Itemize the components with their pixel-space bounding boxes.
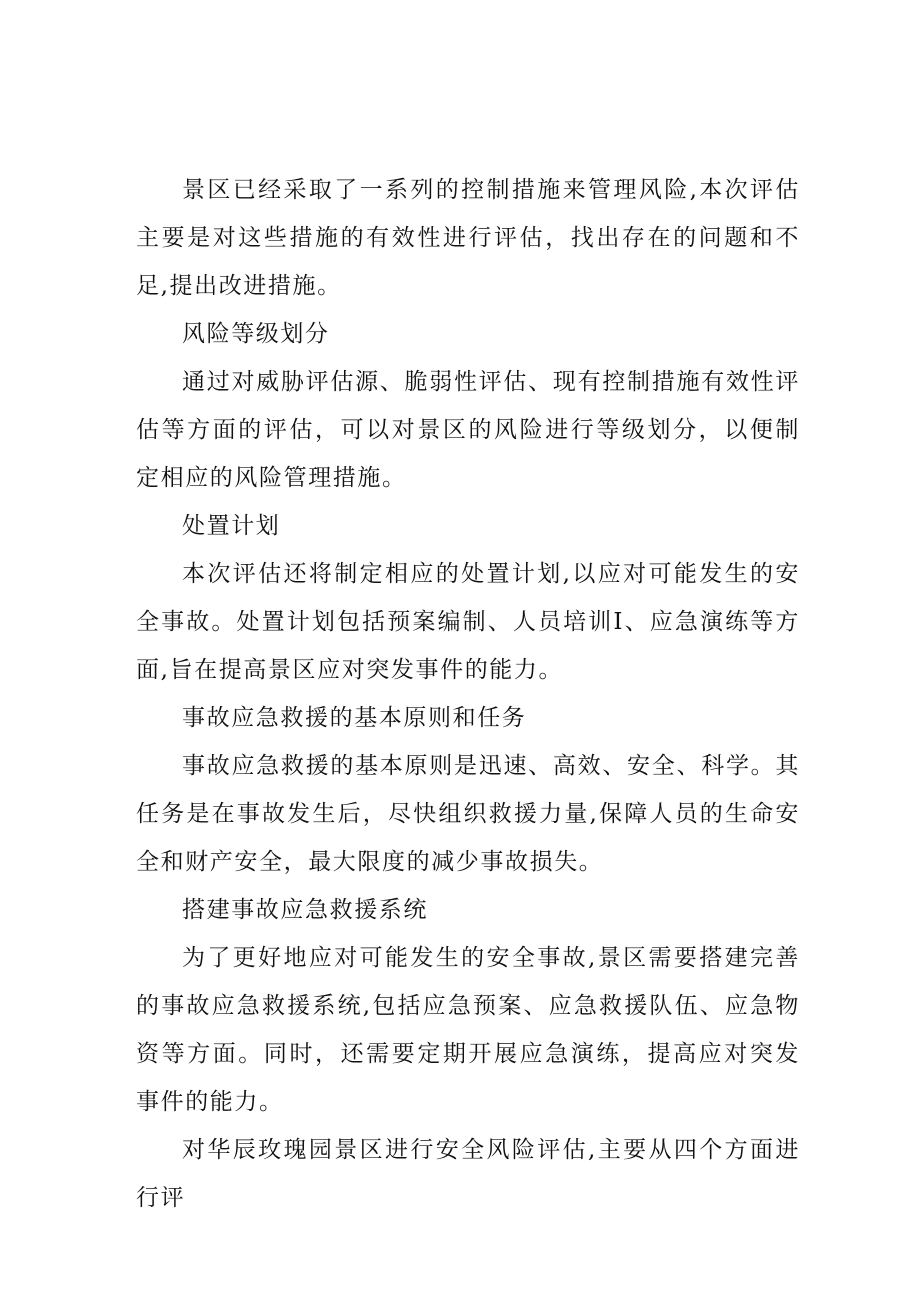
heading-disposal-plan: 处置计划 [182,513,281,539]
paragraph-rescue-principles: 事故应急救援的基本原则是迅速、高效、安全、科学。其任务是在事故发生后，尽快组织救援力量,保障人员的生命安全和财产安全，最大限度的减少事故损失。 [136,753,800,875]
paragraph-control-measures: 景区已经采取了一系列的控制措施来管理风险,本次评估主要是对这些措施的有效性进行评估，找出存在的问题和不足,提出改进措施。 [136,177,800,299]
heading-risk-grading: 风险等级划分 [182,321,330,347]
paragraph-assessment-intro: 对华辰玫瑰园景区进行安全风险评估,主要从四个方面进行评 [136,1137,800,1211]
paragraph-risk-grading: 通过对威胁评估源、脆弱性评估、现有控制措施有效性评估等方面的评估，可以对景区的风险进行等级划分，以便制定相应的风险管理措施。 [136,369,800,491]
heading-rescue-system: 搭建事故应急救援系统 [182,897,428,923]
heading-rescue-principles: 事故应急救援的基本原则和任务 [182,705,527,731]
paragraph-rescue-system: 为了更好地应对可能发生的安全事故,景区需要搭建完善的事故应急救援系统,包括应急预案、应急救援队伍、应急物资等方面。同时，还需要定期开展应急演练，提高应对突发事件的能力。 [136,945,800,1115]
paragraph-disposal-plan: 本次评估还将制定相应的处置计划,以应对可能发生的安全事故。处置计划包括预案编制、人员培训I、应急演练等方面,旨在提高景区应对突发事件的能力。 [136,561,800,683]
document-page [136,166,800,1222]
